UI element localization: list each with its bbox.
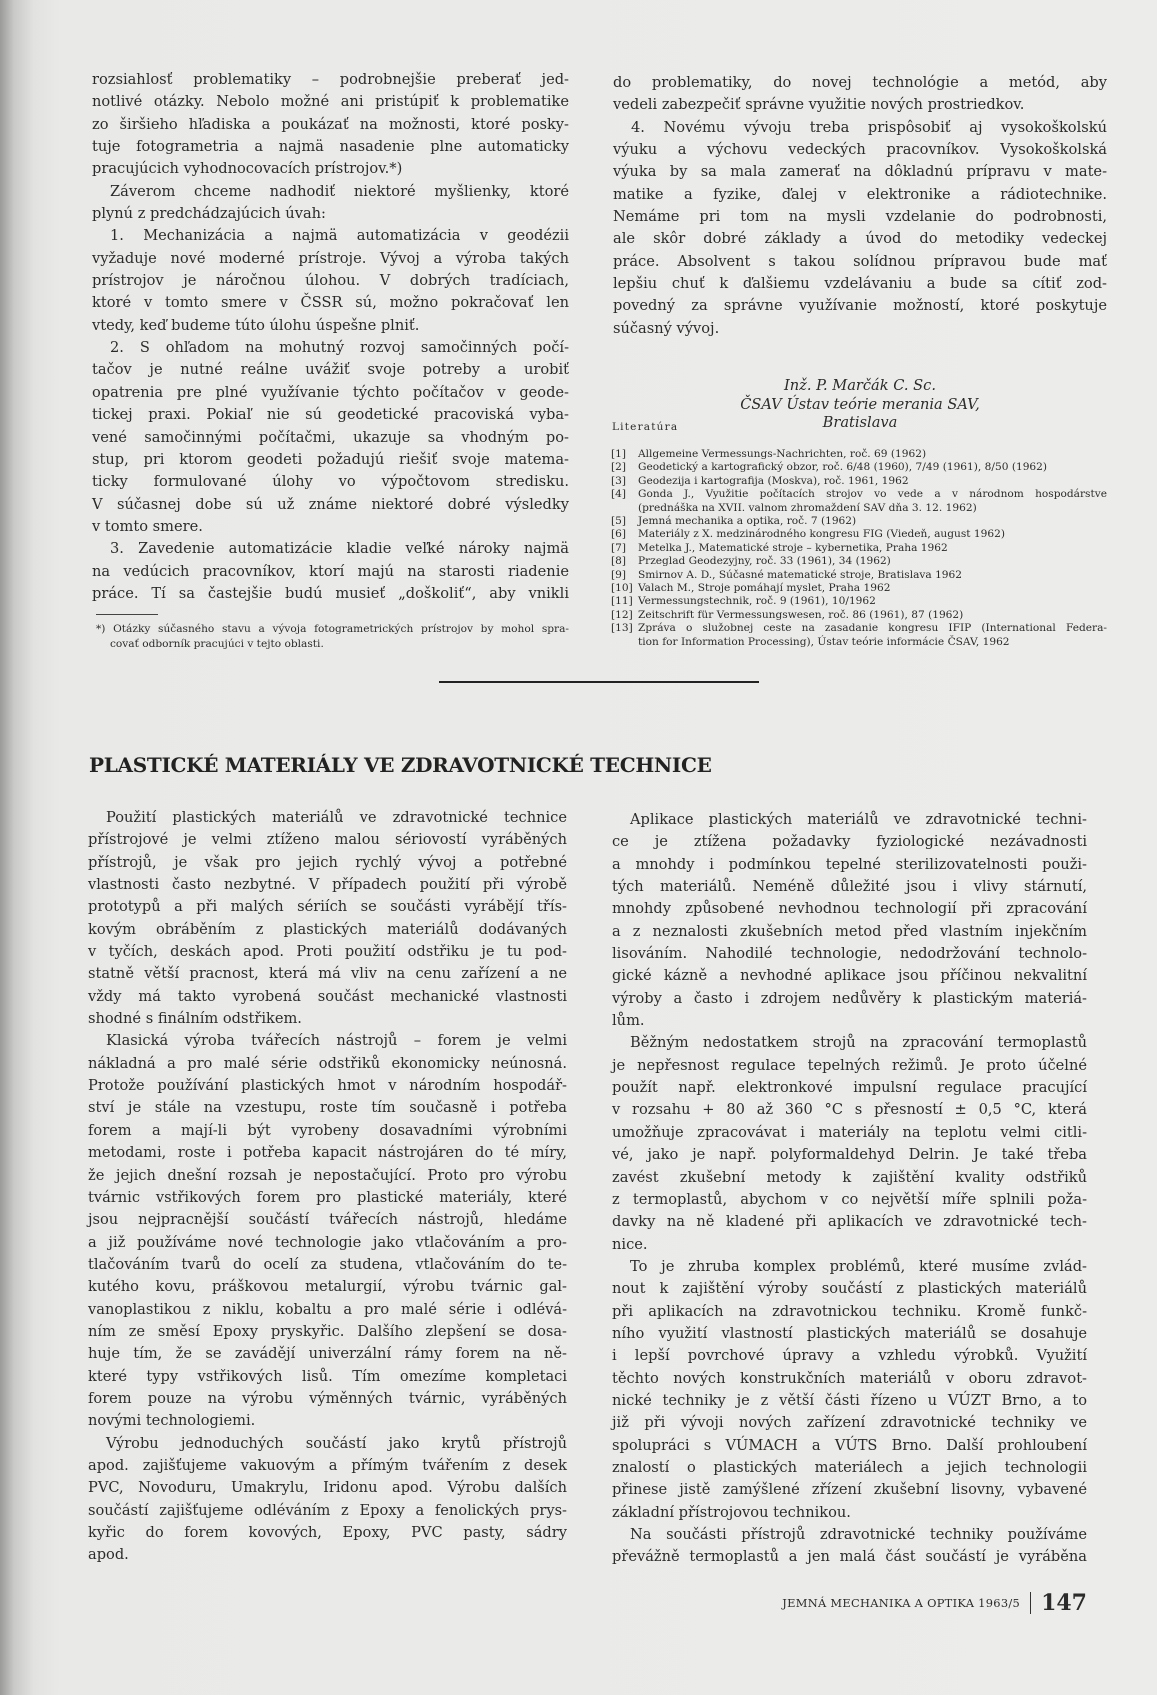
text-line: tuje fotogrametria a najmä nasadenie plne automaticky (92, 138, 569, 156)
text-line: ního využití vlastností plastických materiálů se dosahuje (612, 1324, 1087, 1342)
reference-item (611, 582, 1107, 595)
text-line: ale skôr dobré základy a úvod do metodiky vedeckej (613, 230, 1107, 248)
text-line: kyřic do forem kovových, Epoxy, PVC pasty, sádry (88, 1524, 567, 1541)
reference-text: Allgemeine Vermessungs-Nachrichten, roč. 69 (1962) (638, 448, 927, 460)
text-line: apod. (88, 1546, 129, 1564)
text-line: opatrenia pre plné využívanie týchto počítačov v geode- (92, 383, 569, 401)
reference-number: [11] (611, 595, 633, 608)
text-line: vtedy, keď budeme túto úlohu úspešne plniť. (92, 316, 420, 334)
reference-number: [7] (611, 541, 627, 554)
text-line: zavést zkušební metody k zajištění kvality odstřiků (612, 1168, 1087, 1186)
text-line: shodné s finálním odstřikem. (88, 1010, 302, 1028)
paragraph (613, 72, 1107, 117)
text-line: 4. Novému vývoju treba prispôsobiť aj vysokoškolskú (631, 118, 1107, 136)
text-line: spolupráci s VÚMACH a VÚTS Brno. Další prohloubení (612, 1436, 1087, 1454)
text-line: je nepřesnost regulace tepelných režimů. Je proto účelné (612, 1056, 1087, 1074)
reference-item (611, 448, 1107, 461)
previous-article-right-column (613, 72, 1107, 340)
text-line: znalostí o plastických materiálech a jejich technologii (612, 1458, 1087, 1476)
text-line: metodami, roste i potřeba kapacit nástrojáren do té míry, (88, 1144, 567, 1162)
text-line: vé, jako je např. polyformaldehyd Delrin. Je také třeba (612, 1146, 1087, 1164)
author-city: Bratislava (822, 414, 898, 431)
reference-number: [12] (611, 608, 633, 621)
reference-text: Metelka J., Matematické stroje – kybernetika, Praha 1962 (638, 541, 948, 554)
text-line: práce. Absolvent s takou solídnou prípravou bude mať (613, 252, 1107, 270)
text-line: v tomto smere. (92, 517, 203, 535)
reference-number: [1] (611, 448, 627, 460)
text-line: kutého kovu, práškovou metalurgií, výrobu tvárnic gal- (88, 1278, 567, 1296)
text-line: práce. Tí sa častejšie budú musieť „doškoliť“, aby vnikli (92, 584, 569, 602)
reference-number: [6] (611, 528, 627, 541)
reference-text: tion for Information Processing), Ústav teórie informácie ČSAV, 1962 (638, 635, 1010, 648)
text-line: statně větší pracnost, která má vliv na cenu zařízení a ne (88, 965, 567, 983)
text-line: zo širšieho hľadiska a poukázať na možnosti, ktoré posky- (92, 115, 569, 133)
text-line: výuku a výchovu vedeckých pracovníkov. Vysokoškolská (613, 141, 1107, 159)
reference-item (611, 542, 1107, 555)
reference-item (611, 622, 1107, 649)
text-line: stup, pri ktorom geodeti požadujú riešiť svoje matema- (92, 450, 569, 468)
text-line: vyžaduje nové moderné prístroje. Vývoj a výroba takých (92, 249, 569, 267)
text-line: 3. Zavedenie automatizácie kladie veľké nároky najmä (110, 540, 569, 558)
author-name: Inž. P. Marčák C. Sc. (784, 377, 936, 394)
text-line: již při vývoji nových zařízení zdravotnické techniky ve (612, 1414, 1087, 1432)
reference-text: Vermessungstechnik, roč. 9 (1961), 10/1962 (638, 595, 876, 608)
text-line: Běžným nedostatkem strojů na zpracování termoplastů (630, 1034, 1087, 1052)
text-line: prístrojov je náročnou úlohou. V dobrých tradíciach, (92, 272, 569, 290)
text-line: apod. zajišťujeme vakuovým a přímým tvářením z desek (88, 1456, 567, 1474)
text-line: pracujúcich vyhodnocovacích prístrojov.*) (92, 160, 403, 178)
references-list (611, 448, 1107, 649)
footer-divider (1030, 1592, 1031, 1614)
reference-number: [2] (611, 461, 627, 474)
text-line: novými technologiemi. (88, 1412, 256, 1430)
text-line: součástí zajišťujeme odléváním z Epoxy a fenolických prys- (88, 1501, 567, 1519)
reference-number: [4] (611, 488, 627, 501)
text-line: vené samočinnými počítačmi, ukazuje sa vhodným po- (92, 428, 569, 446)
journal-issue: JEMNÁ MECHANIKA A OPTIKA 1963/5 (782, 1596, 1021, 1610)
text-line: a již používáme nové technologie jako vtlačováním a pro- (88, 1233, 567, 1251)
text-line: umožňuje zpracovávat i materiály na teplotu velmi citli- (612, 1123, 1087, 1141)
text-line: tvárnic vstřikových forem pro plastické materiály, které (88, 1188, 567, 1206)
text-line: ktoré v tomto smere v ČSSR sú, možno pokračovať len (92, 294, 569, 312)
text-line: huje tím, že se zavádějí univerzální rámy forem na ně- (88, 1345, 567, 1363)
text-line: vanoplastikou z niklu, kobaltu a pro malé série i odlévá- (88, 1300, 567, 1318)
text-line: i lepší povrchové úpravy a vzhledu výrobků. Využití (612, 1347, 1087, 1365)
reference-text: Valach M., Stroje pomáhají myslet, Praha 1962 (638, 582, 891, 595)
reference-text: Przeglad Geodezyjny, roč. 33 (1961), 34 (1962) (638, 555, 891, 568)
text-line: Protože používání plastických hmot v národním hospodář- (88, 1077, 567, 1095)
reference-number: [8] (611, 555, 627, 568)
text-line: súčasný vývoj. (613, 319, 720, 337)
paragraph (88, 1030, 567, 1432)
reference-number: [3] (611, 474, 627, 487)
text-line: rozsiahlosť problematiky – podrobnejšie preberať jed- (92, 71, 569, 88)
text-line: Klasická výroba tvářecích nástrojů – forem je velmi (106, 1032, 567, 1050)
text-line: davky na ně kladené při aplikacích ve zdravotnické tech- (612, 1213, 1087, 1231)
reference-text: Jemná mechanika a optika, roč. 7 (1962) (638, 515, 857, 528)
text-line: ním ze směsí Epoxy pryskyřic. Dalšího zlepšení se dosa- (88, 1322, 567, 1340)
text-line: povedný za správne využívanie možností, ktoré poskytuje (613, 297, 1107, 315)
paragraph (612, 1524, 1087, 1569)
text-line: z termoplastů, abychom v co největší míře splnili poža- (612, 1190, 1087, 1208)
text-line: Nemáme pri tom na mysli vzdelanie do podrobnosti, (613, 208, 1107, 226)
reference-text: Gonda J., Využitie počítacích strojov vo vede a v národnom hospodárstve (638, 488, 1107, 501)
reference-text: (prednáška na XVII. valnom zhromaždení SAV dňa 3. 12. 1962) (638, 501, 977, 514)
paragraph (612, 1032, 1087, 1255)
text-line: tickej praxi. Pokiaľ nie sú geodetické pracoviská vyba- (92, 406, 569, 424)
text-line: gické kázně a nevhodné aplikace jsou příčinou nekvalitní (612, 967, 1087, 985)
footnote-line: *) Otázky súčasného stavu a vývoja fotogrametrických prístrojov by mohol spra- (96, 623, 569, 635)
text-line: V súčasnej dobe sú už známe niektoré dobré výsledky (92, 495, 569, 513)
footnote-line: covať odborník pracujúci v tejto oblasti. (110, 638, 324, 650)
text-line: lům. (612, 1012, 645, 1030)
page-number: 147 (1041, 1590, 1087, 1616)
section-separator-rule (439, 681, 759, 683)
page-footer (782, 1590, 1087, 1616)
text-line: použít např. elektronkové impulsní regulace pracující (612, 1079, 1087, 1097)
text-line: Výrobu jednoduchých součástí jako krytů přístrojů (106, 1434, 567, 1452)
text-line: Použití plastických materiálů ve zdravotnické technice (106, 809, 567, 826)
text-line: lisováním. Nahodilé technologie, nedodržování technolo- (612, 945, 1087, 963)
text-line: tlačováním tvarů do ocelí za studena, vtlačováním do te- (88, 1255, 567, 1273)
text-line: mnohdy způsobené nevhodnou technologií při zpracování (612, 900, 1087, 918)
paragraph (92, 538, 569, 605)
text-line: nákladná a pro malé série odstřiků ekonomicky neúnosná. (88, 1054, 567, 1072)
paragraph (613, 117, 1107, 340)
reference-item (611, 595, 1107, 608)
text-line: prototypů a při malých sériích se součásti vyrábějí třís- (88, 898, 567, 916)
text-line: nické techniky je z větší části řízeno u VÚZT Brno, a to (612, 1391, 1087, 1409)
paragraph (88, 1433, 567, 1567)
text-line: Aplikace plastických materiálů ve zdravotnické techni- (630, 811, 1087, 828)
text-line: Na součásti přístrojů zdravotnické techniky používáme (630, 1526, 1087, 1543)
text-line: nout k zajištění výroby součástí z plastických materiálů (612, 1280, 1087, 1298)
text-line: vždy má takto vyrobená součást mechanické vlastnosti (88, 987, 567, 1005)
paragraph (88, 807, 567, 1030)
article-title: PLASTICKÉ MATERIÁLY VE ZDRAVOTNICKÉ TECHNICE (89, 753, 712, 777)
text-line: přístrojové je velmi ztíženo malou sériovostí vyráběných (88, 831, 567, 849)
text-line: a mnohdy i podmínkou tepelné sterilizovatelnosti použi- (612, 855, 1087, 873)
text-line: při aplikacích na zdravotnickou techniku. Kromě funkč- (612, 1302, 1087, 1320)
footnote (96, 622, 569, 652)
reference-text: Smirnov A. D., Súčasné matematické stroje, Bratislava 1962 (638, 568, 963, 581)
reference-item (611, 609, 1107, 622)
reference-number: [5] (611, 515, 627, 528)
reference-item (611, 461, 1107, 474)
paragraph (92, 181, 569, 226)
text-line: ce je ztížena požadavky fyziologické nezávadnosti (612, 833, 1087, 851)
previous-article-left-column (92, 69, 569, 605)
paragraph (92, 225, 569, 337)
author-signature (613, 377, 1107, 433)
text-line: v tyčích, deskách apod. Proti použití odstřiku je tu pod- (88, 943, 567, 961)
text-line: forem a mají-li být vyrobeny dosavadními výrobními (88, 1121, 567, 1139)
text-line: 1. Mechanizácia a najmä automatizácia v geodézii (110, 227, 569, 245)
text-line: tačov je nutné reálne uvážiť svoje potreby a urobiť (92, 361, 569, 379)
text-line: výroby a často i zdrojem nedůvěry k plastickým materiá- (612, 989, 1087, 1007)
text-line: nice. (612, 1235, 648, 1253)
text-line: a z neznalosti zkušebních metod před vlastním injekčním (612, 922, 1087, 940)
article-right-column (612, 809, 1087, 1569)
article-left-column (88, 807, 567, 1567)
text-line: do problematiky, do novej technológie a metód, aby (613, 74, 1107, 91)
text-line: To je zhruba komplex problémů, které musíme zvlád- (630, 1257, 1087, 1275)
references-heading: Literatúra (612, 421, 679, 433)
text-line: které typy vstřikových lisů. Tím omezíme kompletaci (88, 1367, 567, 1385)
reference-text: Materiály z X. medzinárodného kongresu FIG (Viedeň, august 1962) (638, 528, 1005, 541)
reference-item (611, 515, 1107, 528)
text-line: 2. S ohľadom na mohutný rozvoj samočinných počí- (110, 339, 569, 357)
text-line: přinese jistě zamýšlené zřízení zkušební lisovny, vybavené (612, 1481, 1087, 1499)
text-line: kovým obráběním z plastických materiálů dodávaných (88, 920, 567, 938)
text-line: jsou nejpracnější součástí tvářecích nástrojů, hledáme (88, 1211, 567, 1229)
text-line: PVC, Novoduru, Umakrylu, Iridonu apod. Výrobu dalších (88, 1479, 567, 1497)
paragraph (612, 1256, 1087, 1524)
text-line: ství je stále na vzestupu, roste tím současně i potřeba (88, 1099, 567, 1117)
text-line: těchto nových konstrukčních materiálů v oboru zdravot- (612, 1369, 1087, 1387)
text-line: že jejich dnešní rozsah je nepostačující. Proto pro výrobu (88, 1166, 567, 1184)
text-line: forem pouze na výrobu výměnných tvárnic, vyráběných (88, 1389, 567, 1407)
text-line: v rozsahu + 80 až 360 °C s přesností ± 0,5 °C, která (612, 1101, 1087, 1119)
paragraph (612, 809, 1087, 1032)
paragraph (92, 337, 569, 538)
reference-text: Geodetický a kartografický obzor, roč. 6/48 (1960), 7/49 (1961), 8/50 (1962) (638, 461, 1048, 474)
reference-number: [13] (611, 622, 633, 635)
text-line: základní přístrojovou technikou. (612, 1503, 851, 1521)
reference-number: [10] (611, 582, 633, 595)
text-line: vlastnosti často nezbytné. V případech použití při výrobě (88, 876, 567, 894)
text-line: na vedúcich pracovníkov, ktorí majú na starosti riadenie (92, 562, 569, 580)
text-line: přístrojů, je však pro jejich rychlý vývoj a potřebné (88, 853, 567, 871)
text-line: výuka by sa mala zamerať na dôkladnú prípravu v mate- (613, 163, 1107, 181)
text-line: ticky formulované úlohy vo výpočtovom stredisku. (92, 473, 569, 491)
text-line: lepšiu chuť k ďalšiemu vzdelávaniu a bude sa cítiť zod- (613, 275, 1107, 293)
text-line: Záverom chceme nadhodiť niektoré myšlienky, ktoré (110, 182, 569, 200)
reference-number: [9] (611, 568, 627, 581)
reference-text: Zpráva o služobnej ceste na zasadanie kongresu IFIP (International Federa- (638, 622, 1107, 635)
reference-item (611, 475, 1107, 488)
author-institution: ČSAV Ústav teórie merania SAV, (740, 395, 980, 413)
footnote-rule (96, 614, 158, 615)
reference-text: Geodezija i kartografija (Moskva), roč. 1961, 1962 (638, 474, 909, 487)
reference-text: Zeitschrift für Vermessungswesen, roč. 86 (1961), 87 (1962) (638, 608, 964, 621)
reference-item (611, 569, 1107, 582)
reference-item (611, 555, 1107, 568)
text-line: plynú z predchádzajúcich úvah: (92, 205, 326, 223)
paragraph (92, 69, 569, 181)
text-line: převážně termoplastů a jen malá část součástí je vyráběna (612, 1548, 1087, 1566)
text-line: vedeli zabezpečiť správne využitie nových prostriedkov. (613, 96, 1025, 114)
reference-item (611, 528, 1107, 541)
reference-item (611, 488, 1107, 515)
text-line: tých materiálů. Neméně důležité jsou i vlivy stárnutí, (612, 878, 1087, 896)
text-line: notlivé otázky. Nebolo možné ani pristúpiť k problematike (92, 93, 569, 111)
text-line: matike a fyzike, ďalej v elektronike a rádiotechnike. (613, 185, 1107, 203)
